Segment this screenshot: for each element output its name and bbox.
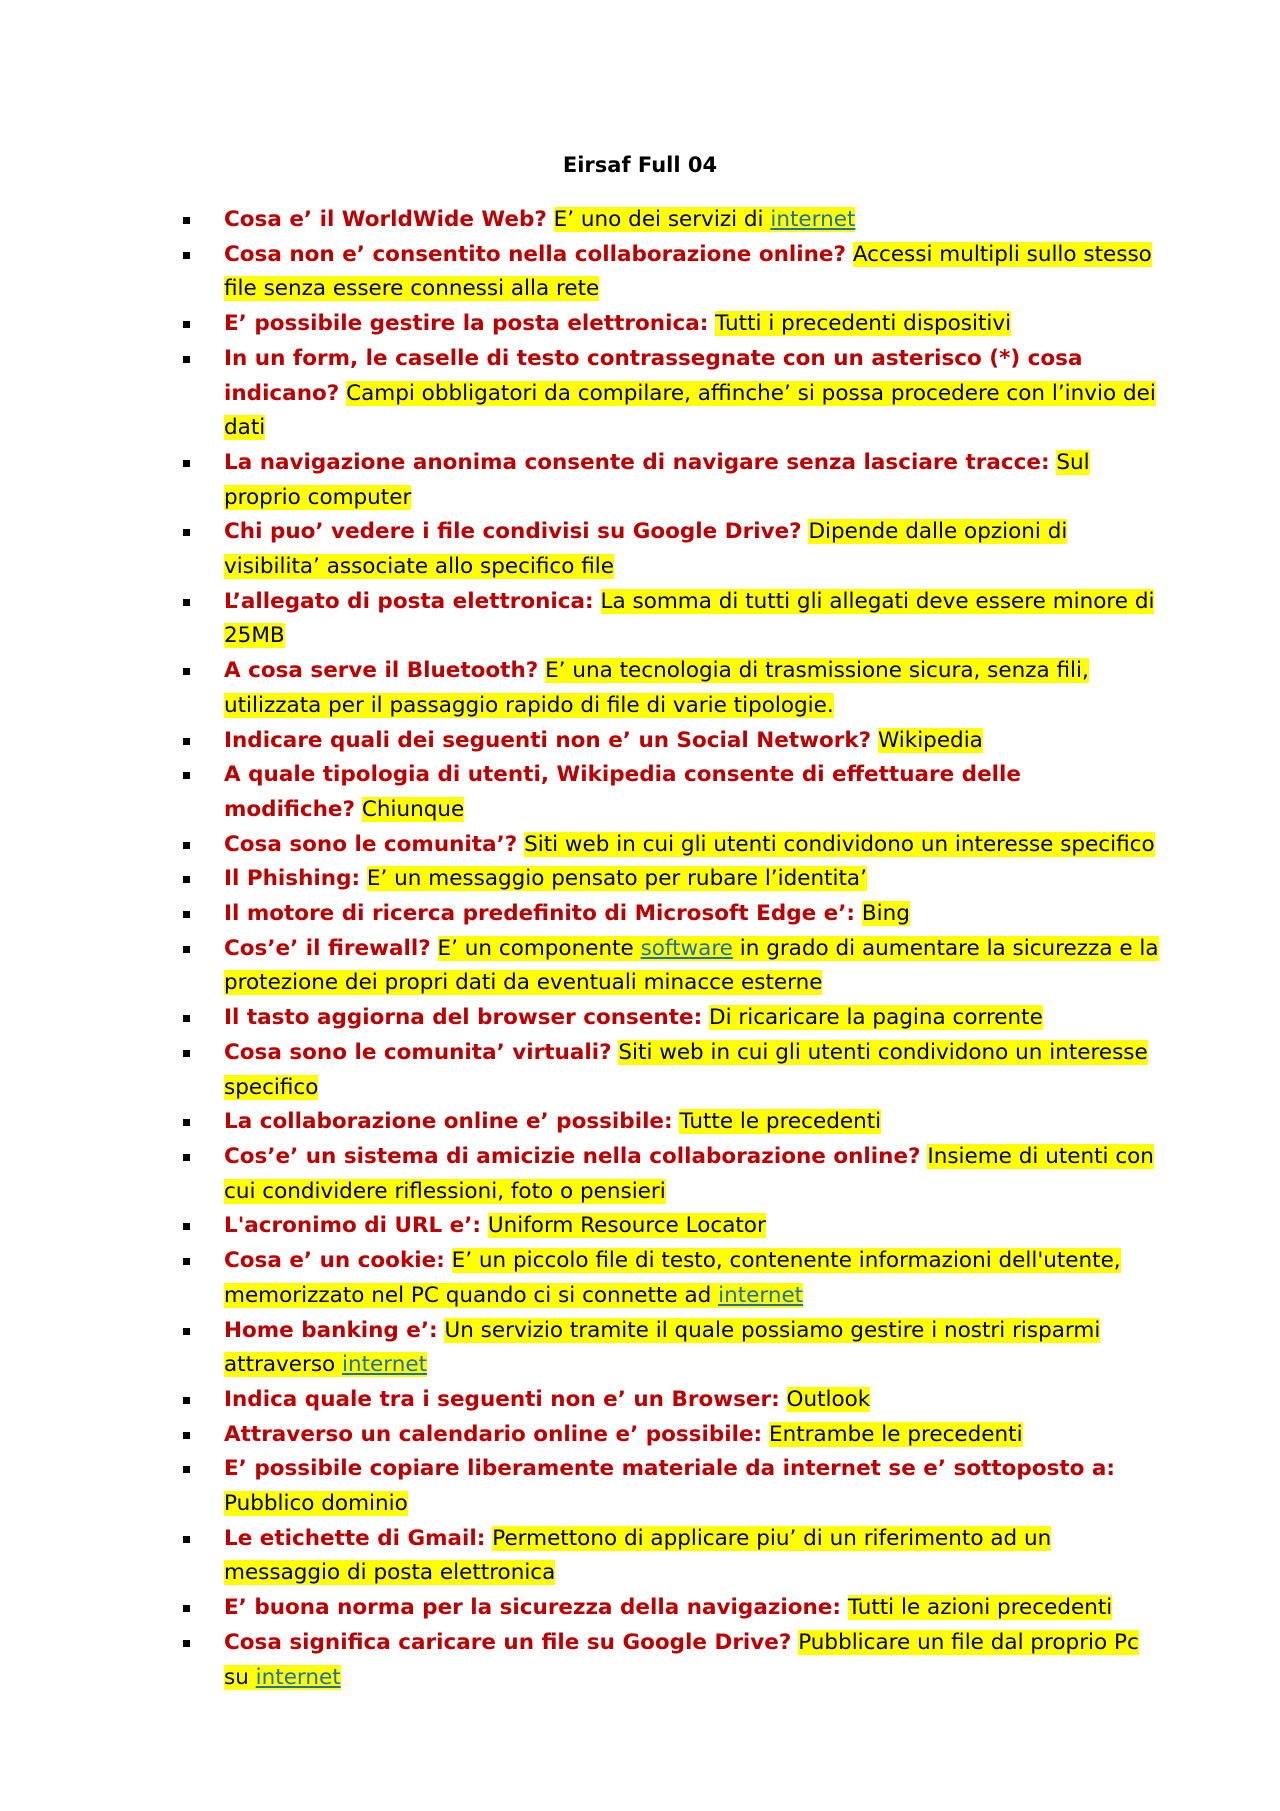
answer-text-part: E’ uno dei servizi di: [553, 207, 771, 232]
qa-item: [224, 1383, 1159, 1418]
answer-text-part: in grado di aumentare la sicurezza e la protezione dei propri dati da eventuali minacce esterne: [224, 935, 1159, 996]
answer-text-part: E’ un messaggio pensato per rubare l’identita’: [366, 866, 867, 892]
answer-text: [862, 901, 910, 926]
bullet-icon: [183, 946, 190, 953]
answer-text-part: E’ una tecnologia di trasmissione sicura, senza fili, utilizzata per il passaggio rapido di file di varie tipologie.: [224, 658, 1089, 718]
bullet-icon: [183, 1640, 190, 1647]
bullet-icon: [183, 1432, 190, 1439]
bullet-icon: [183, 252, 190, 259]
qa-item: [224, 1452, 1159, 1521]
bullet-icon: [183, 1605, 190, 1612]
answer-text-part: Tutte le precedenti: [679, 1109, 882, 1135]
bullet-icon: [183, 217, 190, 224]
qa-item: [224, 1036, 1159, 1105]
qa-item: [224, 1418, 1159, 1453]
answer-link[interactable]: internet: [770, 207, 856, 232]
answer-text-part: Bing: [861, 901, 910, 927]
question-text: Il Phishing:: [224, 866, 361, 892]
qa-list: [224, 203, 1159, 1695]
qa-item: [224, 342, 1159, 446]
qa-item: [224, 446, 1159, 515]
question-text: Cosa significa caricare un file su Google Drive?: [224, 1629, 792, 1655]
question-text: L’allegato di posta elettronica:: [224, 588, 594, 614]
answer-text-part: Pubblico dominio: [224, 1491, 408, 1517]
bullet-icon: [183, 460, 190, 467]
document-title: Eirsaf Full 04: [562, 153, 718, 177]
answer-text: [848, 1595, 1112, 1620]
question-text: Home banking e’:: [224, 1317, 438, 1343]
answer-text: [488, 1213, 766, 1238]
qa-item: [224, 585, 1159, 654]
qa-item: [224, 1209, 1159, 1244]
qa-item: [224, 1314, 1159, 1383]
question-text: Cos’e’ un sistema di amicizie nella collaborazione online?: [224, 1143, 921, 1169]
question-text: E’ possibile copiare liberamente materiale da internet se e’ sottoposto a:: [224, 1456, 1116, 1482]
answer-text: [524, 832, 1155, 857]
answer-text-part: Accessi multipli sullo stesso file senza essere connessi alla rete: [224, 241, 1152, 302]
answer-text: [709, 1005, 1043, 1030]
answer-text-part: E’ un piccolo file di testo, contenente informazioni dell'utente, memorizzato nel PC quando ci si connette ad: [224, 1248, 1121, 1308]
question-text: Cosa e’ il WorldWide Web?: [224, 207, 547, 232]
answer-text-part: Dipende dalle opzioni di visibilita’ associate allo specifico file: [224, 519, 1068, 580]
qa-item: [224, 1001, 1159, 1036]
answer-text: [679, 1109, 881, 1134]
question-text: Cosa non e’ consentito nella collaborazione online?: [224, 241, 846, 267]
answer-link[interactable]: internet: [255, 1664, 341, 1690]
answer-text: [715, 311, 1011, 336]
bullet-icon: [183, 599, 190, 606]
question-text: Il motore di ricerca predefinito di Microsoft Edge e’:: [224, 901, 856, 927]
bullet-icon: [183, 911, 190, 918]
question-text: E’ buona norma per la sicurezza della navigazione:: [224, 1595, 841, 1621]
qa-item: [224, 203, 1159, 238]
answer-text-part: Pubblicare un file dal proprio Pc su: [224, 1629, 1139, 1690]
answer-text-part: Chiunque: [361, 796, 465, 822]
bullet-icon: [183, 1328, 190, 1335]
bullet-icon: [183, 1397, 190, 1404]
qa-item: [224, 1626, 1159, 1695]
answer-link[interactable]: software: [640, 935, 733, 961]
question-text: Cosa sono le comunita’?: [224, 831, 518, 857]
answer-text: [554, 207, 856, 232]
answer-text-part: Un servizio tramite il quale possiamo gestire i nostri risparmi attraverso: [224, 1317, 1101, 1378]
answer-text: [224, 381, 1156, 441]
question-text: Cosa e’ un cookie:: [224, 1248, 445, 1274]
answer-text-part: Tutti le azioni precedenti: [847, 1595, 1113, 1621]
qa-item: [224, 828, 1159, 863]
bullet-icon: [183, 668, 190, 675]
answer-text: [224, 1491, 408, 1516]
answer-text-part: Outlook: [786, 1386, 871, 1412]
answer-text-part: Campi obbligatori da compilare, affinche’ si possa procedere con l’invio dei dati: [224, 380, 1156, 441]
question-text: A cosa serve il Bluetooth?: [224, 658, 539, 684]
qa-item: [224, 1244, 1159, 1313]
answer-text: [769, 1422, 1023, 1447]
answer-text: [367, 866, 867, 891]
qa-item: [224, 238, 1159, 307]
answer-text-part: Sul proprio computer: [224, 449, 1090, 510]
qa-item: [224, 1140, 1159, 1209]
qa-item: [224, 897, 1159, 932]
bullet-icon: [183, 876, 190, 883]
question-text: Cosa sono le comunita’ virtuali?: [224, 1039, 612, 1065]
answer-text-part: Siti web in cui gli utenti condividono un interesse specifico: [524, 831, 1155, 857]
bullet-icon: [183, 738, 190, 745]
answer-text: [787, 1387, 871, 1412]
answer-text-part: Insieme di utenti con cui condividere riflessioni, foto o pensieri: [224, 1143, 1154, 1204]
question-text: L'acronimo di URL e’:: [224, 1213, 482, 1239]
question-text: Chi puo’ vedere i file condivisi su Google Drive?: [224, 519, 802, 545]
question-text: Cos’e’ il firewall?: [224, 935, 431, 961]
question-text: Le etichette di Gmail:: [224, 1525, 486, 1551]
question-text: La navigazione anonima consente di navigare senza lasciare tracce:: [224, 449, 1050, 475]
bullet-icon: [183, 1154, 190, 1161]
answer-text-part: Wikipedia: [877, 727, 983, 753]
bullet-icon: [183, 529, 190, 536]
qa-item: [224, 654, 1159, 723]
question-text: Indica quale tra i seguenti non e’ un Browser:: [224, 1386, 780, 1412]
answer-text-part: Siti web in cui gli utenti condividono un interesse specifico: [224, 1039, 1148, 1100]
bullet-icon: [183, 1536, 190, 1543]
qa-item: [224, 1105, 1159, 1140]
qa-item: [224, 932, 1159, 1001]
question-text: E’ possibile gestire la posta elettronica:: [224, 311, 709, 337]
bullet-icon: [183, 1015, 190, 1022]
question-text: La collaborazione online e’ possibile:: [224, 1109, 673, 1135]
answer-text-part: Tutti i precedenti dispositivi: [715, 311, 1012, 337]
qa-item: [224, 307, 1159, 342]
answer-text: [878, 728, 983, 753]
answer-text-part: Uniform Resource Locator: [487, 1213, 766, 1239]
qa-item: [224, 1591, 1159, 1626]
qa-item: [224, 724, 1159, 759]
answer-link[interactable]: internet: [342, 1352, 428, 1378]
bullet-icon: [183, 1466, 190, 1473]
bullet-icon: [183, 842, 190, 849]
bullet-icon: [183, 356, 190, 363]
answer-link[interactable]: internet: [718, 1282, 804, 1308]
qa-item: [224, 1522, 1159, 1591]
qa-item: [224, 758, 1159, 827]
answer-text-part: Entrambe le precedenti: [769, 1421, 1023, 1447]
qa-item: [224, 862, 1159, 897]
answer-text-part: Di ricaricare la pagina corrente: [709, 1005, 1043, 1031]
bullet-icon: [183, 1223, 190, 1230]
answer-text-part: La somma di tutti gli allegati deve essere minore di 25MB: [224, 588, 1155, 649]
answer-text-part: Permettono di applicare piu’ di un riferimento ad un messaggio di posta elettronica: [224, 1525, 1052, 1586]
bullet-icon: [183, 772, 190, 779]
bullet-icon: [183, 1258, 190, 1265]
question-text: A quale tipologia di utenti, Wikipedia consente di effettuare delle modifiche?: [224, 762, 1021, 822]
bullet-icon: [183, 321, 190, 328]
question-text: In un form, le caselle di testo contrassegnate con un asterisco (*) cosa indicano?: [224, 345, 1083, 406]
question-text: Il tasto aggiorna del browser consente:: [224, 1005, 703, 1031]
answer-text-part: E’ un componente: [437, 935, 641, 961]
question-text: Indicare quali dei seguenti non e’ un Social Network?: [224, 727, 872, 753]
bullet-icon: [183, 1119, 190, 1126]
answer-text: [362, 797, 464, 822]
bullet-icon: [183, 1050, 190, 1057]
question-text: Attraverso un calendario online e’ possibile:: [224, 1421, 763, 1447]
qa-item: [224, 515, 1159, 584]
